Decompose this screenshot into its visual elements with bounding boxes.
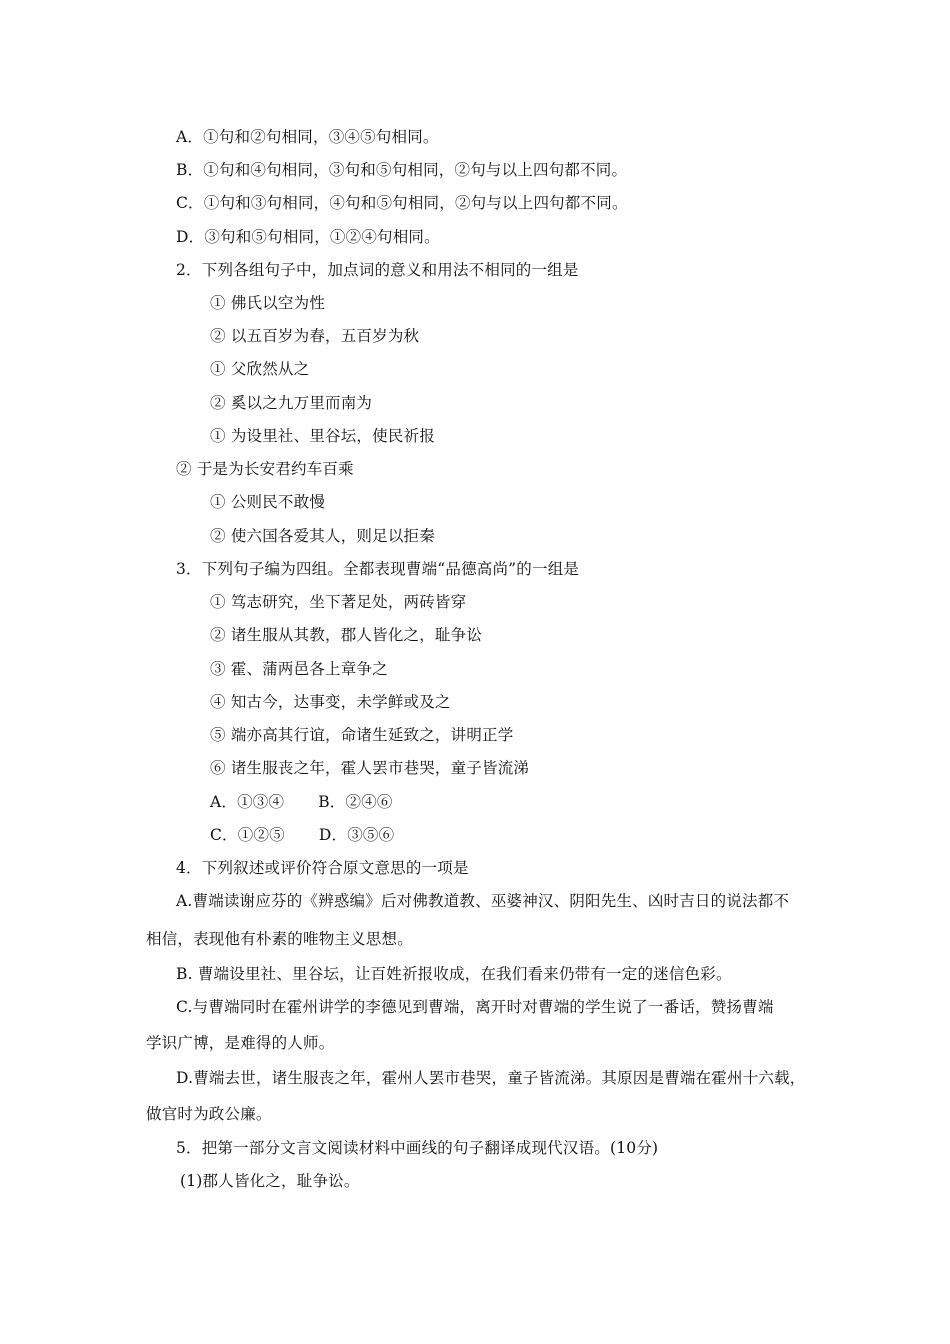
q2-sentence: ① 父欣然从之 [210,360,310,378]
question-2: 2．下列各组句子中，加点词的意义和用法不相同的一组是 [176,261,579,279]
q2-sentence: ① 为设里社、里谷坛，使民祈报 [210,427,435,445]
q4-option-c: C.与曹端同时在霍州讲学的李德见到曹端，离开时对曹端的学生说了一番话，赞扬曹端 [176,998,774,1016]
q3-sentence: ② 诸生服从其教，郡人皆化之，耻争讼 [210,626,483,644]
q4-option-c-cont: 学识广博，是难得的人师。 [146,1034,335,1052]
question-3: 3．下列句子编为四组。全都表现曹端“品德高尚”的一组是 [176,560,580,578]
q3-sentence: ⑥ 诸生服丧之年，霍人罢市巷哭，童子皆流涕 [210,759,530,777]
q3-option-d: D．③⑤⑥ [318,826,395,844]
question-4: 4．下列叙述或评价符合原文意思的一项是 [176,859,469,877]
q2-sentence: ① 佛氏以空为性 [210,294,326,312]
q3-option-b: B．②④⑥ [318,793,393,811]
q2-sentence: ① 公则民不敢慢 [210,493,326,511]
option-a-q1: A．①句和②句相同，③④⑤句相同。 [176,128,439,146]
q2-sentence: ② 使六国各爱其人，则足以拒秦 [210,527,435,545]
q3-options-row-2 [210,825,394,845]
q2-sentence: ② 于是为长安君约车百乘 [176,460,354,478]
q5-item-1: (1)郡人皆化之，耻争讼。 [180,1172,360,1190]
q3-option-c: C．①②⑤ [210,826,285,844]
q4-option-d-cont: 做官时为政公廉。 [146,1105,272,1123]
option-b-q1: B．①句和④句相同，③句和⑤句相同，②句与以上四句都不同。 [176,161,628,179]
q4-option-b: B. 曹端设里社、里谷坛，让百姓祈报收成，在我们看来仍带有一定的迷信色彩。 [176,965,732,983]
option-d-q1: D．③句和⑤句相同，①②④句相同。 [176,228,440,246]
q3-sentence: ④ 知古今，达事变，未学鲜或及之 [210,693,451,711]
q3-sentence: ③ 霍、蒲两邑各上章争之 [210,660,388,678]
q4-option-a-cont: 相信，表现他有朴素的唯物主义思想。 [146,930,413,948]
question-5: 5．把第一部分文言文阅读材料中画线的句子翻译成现代汉语。(10分) [176,1139,659,1157]
q3-sentence: ⑤ 端亦高其行谊，命诸生延致之，讲明正学 [210,726,514,744]
q4-option-a: A.曹端读谢应芬的《辨惑编》后对佛教道教、巫婆神汉、阴阳先生、凶时吉日的说法都不 [176,892,790,910]
q3-option-a: A．①③④ [210,793,285,811]
option-c-q1: C．①句和③句相同，④句和⑤句相同，②句与以上四句都不同。 [176,194,628,212]
q3-sentence: ① 笃志研究，坐下著足处，两砖皆穿 [210,593,467,611]
q3-options-row-1 [210,792,393,812]
q4-option-d: D.曹端去世，诸生服丧之年，霍州人罢市巷哭，童子皆流涕。其原因是曹端在霍州十六载， [176,1069,806,1087]
q2-sentence: ② 奚以之九万里而南为 [210,394,373,412]
q2-sentence: ② 以五百岁为春，五百岁为秋 [210,327,420,345]
